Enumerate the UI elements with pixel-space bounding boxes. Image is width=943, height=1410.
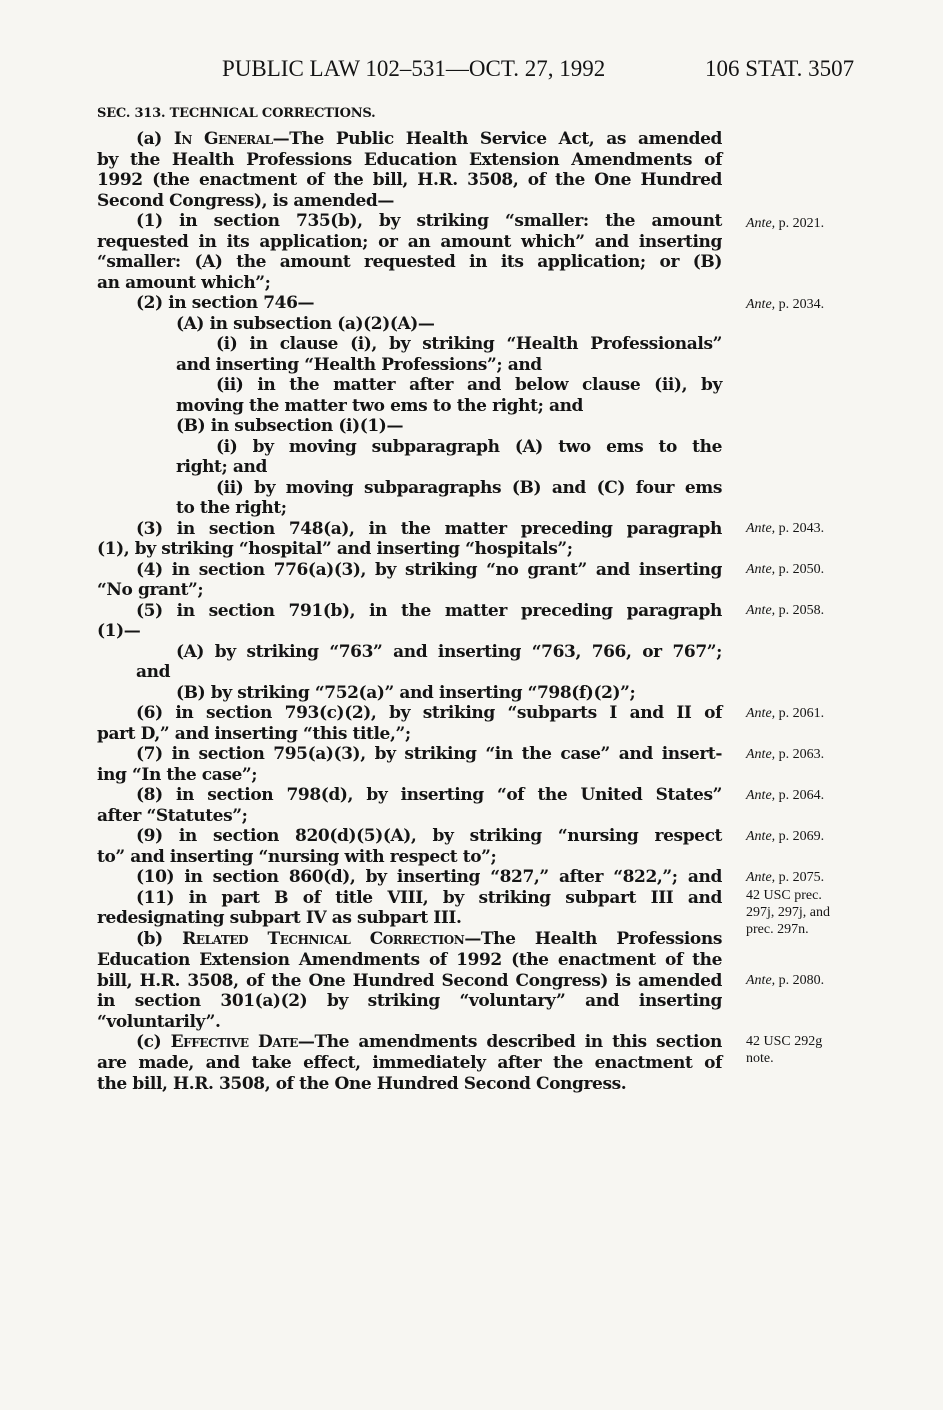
text-line: “voluntarily”. [97, 1011, 221, 1032]
paragraph-b-heading: Related Technical Correction [182, 929, 465, 949]
margin-note [746, 972, 824, 989]
text-line: Education Extension Amendments of 1992 (the enactment of the [97, 950, 722, 970]
ante-label: Ante, [746, 297, 779, 312]
text-line: an amount which”; [97, 272, 271, 293]
margin-note [746, 746, 824, 763]
margin-note-text: p. 2061. [778, 706, 825, 721]
text-line: (6) in section 793(c)(2), by striking “subparts I and II of [136, 703, 722, 723]
margin-note [746, 561, 824, 578]
text-line: (A) by striking “763” and inserting “763, 766, or 767”; [176, 641, 722, 662]
margin-note-text: 42 USC 292g [746, 1034, 823, 1049]
margin-note [746, 1033, 822, 1050]
text-line: (11) in part B of title VIII, by striking subpart III and [136, 887, 722, 908]
text-line: and [136, 662, 171, 682]
margin-note [746, 296, 824, 313]
text-line: (4) in section 776(a)(3), by striking “no grant” and inserting [136, 559, 722, 580]
text-line: (1) in section 735(b), by striking “smaller: the amount [136, 211, 722, 231]
margin-note-text: 297j, 297j, and [746, 905, 830, 920]
margin-note-text: p. 2034. [778, 297, 825, 312]
text-line: (8) in section 798(d), by inserting “of the United States” [136, 785, 722, 805]
text-line: ing “In the case”; [97, 764, 258, 785]
margin-note [746, 904, 830, 921]
text-line: in section 301(a)(2) by striking “voluntary” and inserting [97, 991, 722, 1011]
paragraph-a-heading: In General [173, 129, 273, 149]
ante-label: Ante, [746, 870, 779, 885]
margin-note-text: p. 2058. [778, 603, 825, 618]
margin-note [746, 520, 824, 537]
paragraph-c-first-line: (c) Effective Date—The amendments described in this section [136, 1032, 722, 1052]
text-line: to” and inserting “nursing with respect to”; [97, 846, 497, 867]
paragraph-a-text: —The Public Health Service Act, as amended [272, 129, 722, 149]
margin-note-text: p. 2080. [778, 973, 825, 988]
margin-note [746, 921, 809, 938]
text-line: redesignating subpart IV as subpart III. [97, 908, 462, 928]
page-header [0, 52, 943, 86]
text-line: requested in its application; or an amount which” and inserting [97, 231, 722, 252]
ante-label: Ante, [746, 829, 779, 844]
text-line: to the right; [176, 498, 287, 518]
text-line: (ii) by moving subparagraphs (B) and (C) four ems [216, 477, 722, 498]
paragraph-c-heading: Effective Date [170, 1032, 298, 1052]
text-line: part D,” and inserting “this title,”; [97, 723, 411, 744]
margin-note-text: p. 2043. [778, 521, 825, 536]
margin-note-text: p. 2064. [778, 788, 825, 803]
text-line: and inserting “Health Professions”; and [176, 354, 542, 375]
ante-label: Ante, [746, 216, 779, 231]
text-line: (5) in section 791(b), in the matter preceding paragraph [136, 600, 722, 621]
margin-note [746, 887, 822, 904]
header-stat-page: 106 STAT. 3507 [705, 56, 855, 81]
margin-note-text: p. 2021. [778, 216, 825, 231]
text-line: (1), by striking “hospital” and inserting “hospitals”; [97, 539, 573, 559]
text-line: (2) in section 746— [136, 293, 315, 313]
paragraph-a-first-line: (a) In General—The Public Health Service Act, as amended [136, 129, 722, 149]
ante-label: Ante, [746, 706, 779, 721]
text-line: (7) in section 795(a)(3), by striking “in the case” and insert- [136, 744, 722, 764]
text-line: (B) in subsection (i)(1)— [176, 416, 404, 436]
text-line: “smaller: (A) the amount requested in its application; or (B) [97, 252, 722, 272]
text-line: (i) by moving subparagraph (A) two ems to the [216, 436, 722, 457]
margin-note [746, 705, 824, 722]
text-line: moving the matter two ems to the right; and [176, 395, 584, 416]
text-line: Second Congress), is amended— [97, 190, 394, 211]
header-public-law: PUBLIC LAW 102–531—OCT. 27, 1992 [222, 56, 606, 81]
margin-note-text: prec. 297n. [746, 922, 809, 937]
ante-label: Ante, [746, 973, 779, 988]
text-line: right; and [176, 457, 267, 477]
paragraph-c-text: —The amendments described in this section [297, 1032, 722, 1052]
text-line: the bill, H.R. 3508, of the One Hundred Second Congress. [97, 1073, 627, 1094]
margin-note-text: p. 2063. [778, 747, 825, 762]
margin-note [746, 787, 824, 804]
margin-note-text: p. 2069. [778, 829, 825, 844]
text-line: (B) by striking “752(a)” and inserting “798(f)(2)”; [176, 682, 636, 703]
paragraph-b-text: —The Health Professions [464, 929, 722, 949]
ante-label: Ante, [746, 521, 779, 536]
margin-note [746, 602, 824, 619]
paragraph-b-first-line: (b) Related Technical Correction—The Health Professions [136, 929, 722, 949]
margin-note [746, 869, 824, 886]
text-line: (ii) in the matter after and below clause (ii), by [216, 375, 722, 395]
margin-note [746, 1050, 774, 1067]
margin-note [746, 828, 824, 845]
margin-note-text: note. [746, 1051, 774, 1066]
ante-label: Ante, [746, 562, 779, 577]
text-line: (A) in subsection (a)(2)(A)— [176, 313, 435, 334]
text-line: (i) in clause (i), by striking “Health Professionals” [216, 334, 722, 354]
margin-note-text: p. 2050. [778, 562, 825, 577]
text-line: after “Statutes”; [97, 805, 248, 826]
text-line: are made, and take effect, immediately after the enactment of [97, 1053, 722, 1073]
margin-note [746, 215, 824, 232]
text-line: bill, H.R. 3508, of the One Hundred Second Congress) is amended [97, 970, 722, 991]
margin-note-text: 42 USC prec. [746, 888, 822, 903]
margin-note-text: p. 2075. [778, 870, 825, 885]
text-line: (3) in section 748(a), in the matter preceding paragraph [136, 518, 722, 539]
text-line: (10) in section 860(d), by inserting “827,” after “822,”; and [136, 867, 722, 887]
text-line: (9) in section 820(d)(5)(A), by striking “nursing respect [136, 826, 722, 846]
ante-label: Ante, [746, 788, 779, 803]
text-line: 1992 (the enactment of the bill, H.R. 3508, of the One Hundred [97, 170, 722, 190]
text-line: “No grant”; [97, 580, 204, 600]
ante-label: Ante, [746, 603, 779, 618]
text-line: by the Health Professions Education Extension Amendments of [97, 149, 722, 170]
text-line: (1)— [97, 621, 141, 641]
section-title: SEC. 313. TECHNICAL CORRECTIONS. [97, 106, 376, 121]
ante-label: Ante, [746, 747, 779, 762]
